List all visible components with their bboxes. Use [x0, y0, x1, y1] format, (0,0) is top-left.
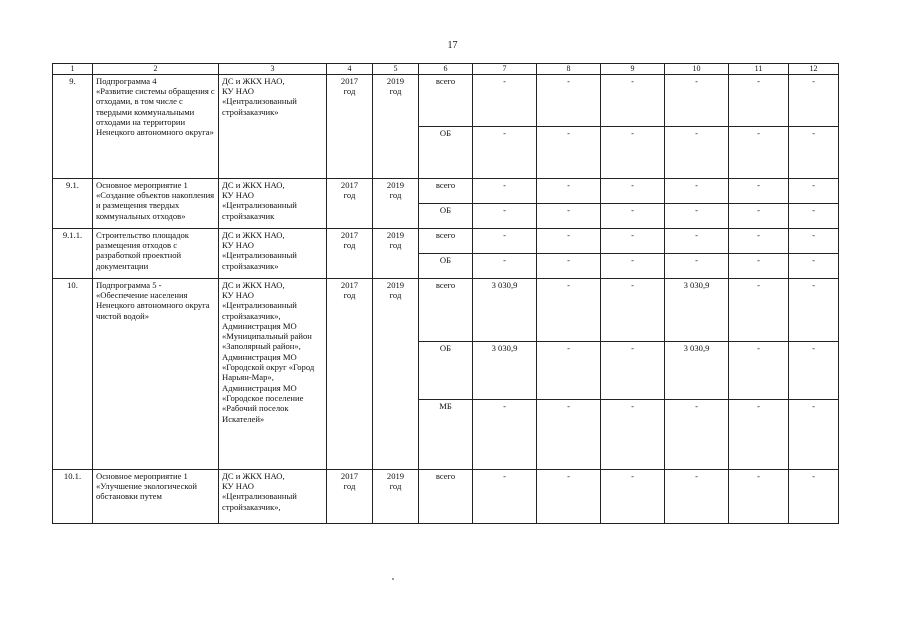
end-year: 2019 год [373, 469, 419, 523]
table-row [53, 228, 839, 253]
header-row [53, 64, 839, 75]
column-header: 5 [373, 64, 419, 75]
row-executor: ДС и ЖКХ НАО, КУ НАО «Централизованный стройзаказчик [219, 178, 327, 228]
column-header: 3 [219, 64, 327, 75]
funding-value: - [729, 74, 789, 126]
funding-value: - [729, 341, 789, 399]
start-year: 2017 год [327, 228, 373, 278]
funding-value: - [473, 178, 537, 203]
column-header: 10 [665, 64, 729, 75]
funding-value: - [665, 469, 729, 523]
funding-value: - [537, 203, 601, 228]
funding-value: - [729, 228, 789, 253]
row-number: 9.1. [53, 178, 93, 228]
funding-value: - [473, 203, 537, 228]
program-table [52, 63, 839, 524]
column-header: 12 [789, 64, 839, 75]
funding-value: - [537, 399, 601, 469]
funding-value: - [789, 203, 839, 228]
funding-value: - [789, 178, 839, 203]
funding-value: - [729, 278, 789, 341]
row-name: Основное мероприятие 1 «Улучшение экологической обстановки путем [93, 469, 219, 523]
funding-value: - [537, 341, 601, 399]
column-header: 9 [601, 64, 665, 75]
funding-value: - [537, 228, 601, 253]
funding-value: - [665, 228, 729, 253]
funding-source: всего [419, 469, 473, 523]
row-name: Строительство площадок размещения отходов с разработкой проектной документации [93, 228, 219, 278]
funding-value: - [729, 253, 789, 278]
row-name: Основное мероприятие 1 «Создание объектов накопления и размещения твердых коммунальных отходов» [93, 178, 219, 228]
funding-value: - [601, 278, 665, 341]
row-name: Подпрограмма 5 - «Обеспечение населения Ненецкого автономного округа чистой водой» [93, 278, 219, 469]
funding-value: - [789, 126, 839, 178]
funding-value: - [729, 203, 789, 228]
column-header: 6 [419, 64, 473, 75]
funding-value: - [729, 126, 789, 178]
column-header: 7 [473, 64, 537, 75]
end-year: 2019 год [373, 74, 419, 178]
funding-value: - [473, 228, 537, 253]
funding-value: - [789, 74, 839, 126]
funding-value: 3 030,9 [473, 278, 537, 341]
funding-value: - [537, 469, 601, 523]
funding-value: 3 030,9 [665, 278, 729, 341]
start-year: 2017 год [327, 74, 373, 178]
row-name: Подпрограмма 4 «Развитие системы обращения с отходами, в том числе с твердыми коммунальными отходами на территории Ненецкого автономного округа» [93, 74, 219, 178]
funding-value: - [537, 178, 601, 203]
funding-value: - [537, 126, 601, 178]
funding-value: - [789, 278, 839, 341]
funding-value: - [789, 253, 839, 278]
funding-value: - [729, 399, 789, 469]
column-header: 4 [327, 64, 373, 75]
start-year: 2017 год [327, 469, 373, 523]
column-header: 2 [93, 64, 219, 75]
row-number: 10.1. [53, 469, 93, 523]
funding-value: 3 030,9 [473, 341, 537, 399]
funding-value: - [473, 399, 537, 469]
funding-value: - [665, 203, 729, 228]
funding-source: всего [419, 178, 473, 203]
funding-source: ОБ [419, 203, 473, 228]
funding-value: - [601, 469, 665, 523]
table-row [53, 278, 839, 341]
scan-speck [392, 578, 394, 580]
row-executor: ДС и ЖКХ НАО, КУ НАО «Централизованный стройзаказчик» [219, 228, 327, 278]
row-number: 9.1.1. [53, 228, 93, 278]
funding-value: - [665, 126, 729, 178]
funding-value: - [601, 203, 665, 228]
funding-value: - [789, 341, 839, 399]
funding-value: - [665, 253, 729, 278]
funding-source: всего [419, 74, 473, 126]
page-number: 17 [447, 40, 458, 51]
funding-value: - [729, 469, 789, 523]
funding-value: - [473, 253, 537, 278]
funding-value: - [601, 341, 665, 399]
row-executor: ДС и ЖКХ НАО, КУ НАО «Централизованный стройзаказчик» [219, 74, 327, 178]
funding-value: - [537, 278, 601, 341]
table-row [53, 74, 839, 126]
funding-source: всего [419, 278, 473, 341]
funding-value: - [601, 253, 665, 278]
funding-value: - [601, 126, 665, 178]
end-year: 2019 год [373, 228, 419, 278]
column-header: 11 [729, 64, 789, 75]
table-row [53, 178, 839, 203]
funding-value: - [601, 228, 665, 253]
column-header: 8 [537, 64, 601, 75]
funding-value: - [537, 253, 601, 278]
funding-value: - [473, 126, 537, 178]
row-executor: ДС и ЖКХ НАО, КУ НАО «Централизованный стройзаказчик», Администрация МО «Муниципальный район «Заполярный район», Администрация МО «Городской округ «Город Нарьян-Мар», Администрация МО «Городское поселение «Рабочий поселок Искателей» [219, 278, 327, 469]
start-year: 2017 год [327, 178, 373, 228]
funding-value: - [665, 74, 729, 126]
column-header: 1 [53, 64, 93, 75]
start-year: 2017 год [327, 278, 373, 469]
funding-value: - [601, 74, 665, 126]
funding-source: ОБ [419, 126, 473, 178]
funding-source: ОБ [419, 341, 473, 399]
row-number: 9. [53, 74, 93, 178]
funding-source: МБ [419, 399, 473, 469]
funding-value: - [789, 399, 839, 469]
funding-source: ОБ [419, 253, 473, 278]
funding-value: 3 030,9 [665, 341, 729, 399]
funding-value: - [473, 74, 537, 126]
funding-value: - [789, 469, 839, 523]
funding-value: - [729, 178, 789, 203]
funding-value: - [665, 399, 729, 469]
funding-value: - [537, 74, 601, 126]
funding-value: - [789, 228, 839, 253]
funding-value: - [601, 399, 665, 469]
funding-value: - [665, 178, 729, 203]
row-executor: ДС и ЖКХ НАО, КУ НАО «Централизованный стройзаказчик», [219, 469, 327, 523]
funding-source: всего [419, 228, 473, 253]
funding-value: - [601, 178, 665, 203]
funding-value: - [473, 469, 537, 523]
end-year: 2019 год [373, 178, 419, 228]
end-year: 2019 год [373, 278, 419, 469]
table-row [53, 469, 839, 523]
row-number: 10. [53, 278, 93, 469]
